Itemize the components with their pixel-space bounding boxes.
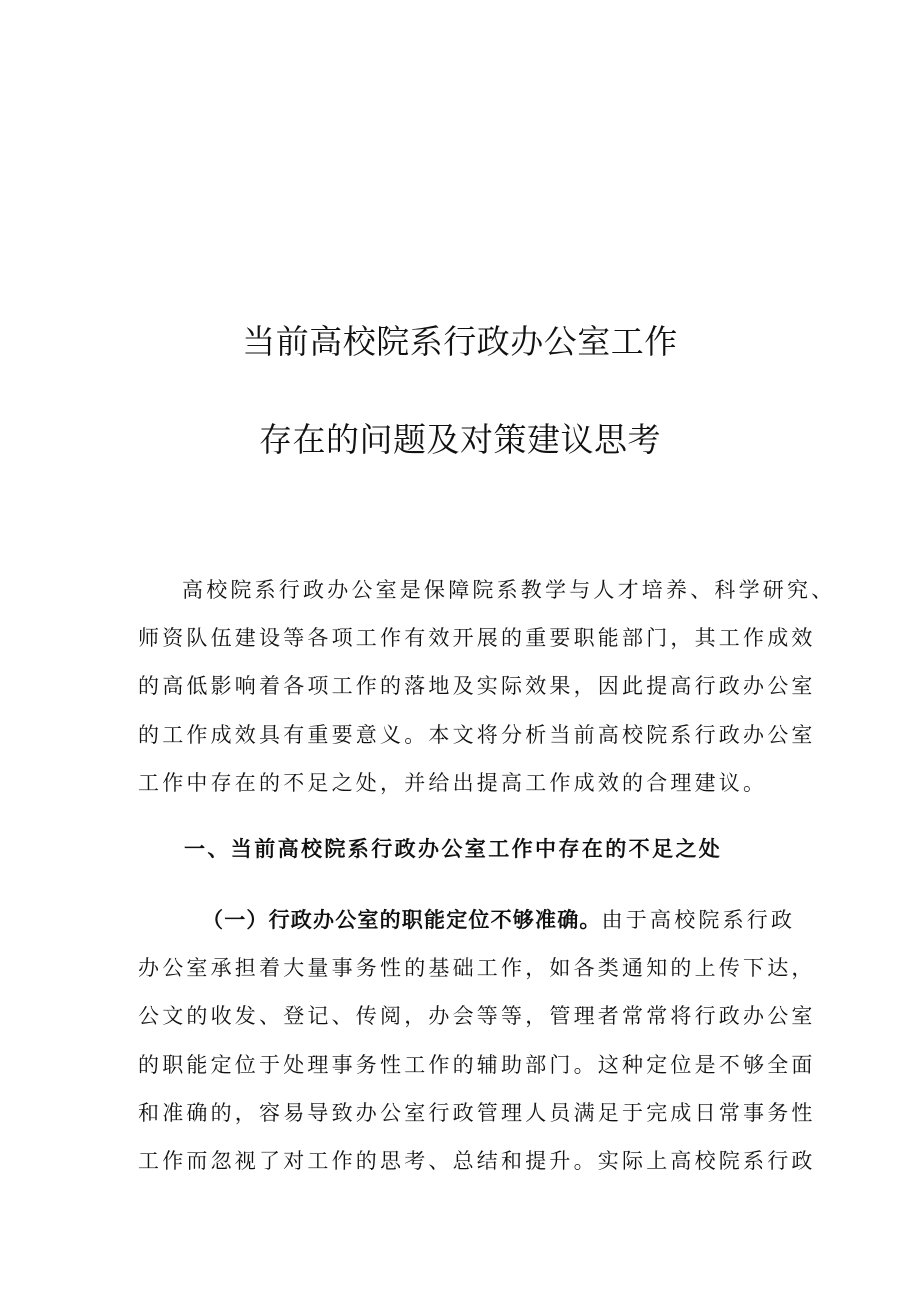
paragraph-lead-bold: （一）行政办公室的职能定位不够准确。	[202, 907, 602, 932]
paragraph-first-line-rest: 由于高校院系行政	[601, 908, 796, 932]
section-heading: 一、当前高校院系行政办公室工作中存在的不足之处	[184, 836, 723, 861]
intro-line: 高校院系行政办公室是保障院系教学与人才培养、科学研究、	[182, 578, 836, 602]
intro-line: 师资队伍建设等各项工作有效开展的重要职能部门，其工作成效	[138, 626, 816, 651]
intro-line: 的工作成效具有重要意义。本文将分析当前高校院系行政办公室	[138, 722, 816, 747]
paragraph-line: 的职能定位于处理事务性工作的辅助部门。这种定位是不够全面	[138, 1052, 816, 1077]
document-title-line-1: 当前高校院系行政办公室工作	[242, 322, 678, 361]
intro-paragraph	[138, 566, 838, 807]
paragraph-line: 办公室承担着大量事务性的基础工作，如各类通知的上传下达，	[138, 956, 816, 981]
section-paragraph-1	[138, 896, 838, 1185]
paragraph-first-line	[138, 896, 838, 944]
paragraph-line: 和准确的，容易导致办公室行政管理人员满足于完成日常事务性	[138, 1100, 816, 1125]
paragraph-line: 工作而忽视了对工作的思考、总结和提升。实际上高校院系行政	[138, 1148, 816, 1173]
intro-line: 的高低影响着各项工作的落地及实际效果，因此提高行政办公室	[138, 674, 816, 699]
document-title-line-2: 存在的问题及对策建议思考	[259, 420, 661, 459]
intro-line: 工作中存在的不足之处，并给出提高工作成效的合理建议。	[138, 770, 768, 795]
paragraph-line: 公文的收发、登记、传阅，办会等等，管理者常常将行政办公室	[138, 1004, 816, 1029]
